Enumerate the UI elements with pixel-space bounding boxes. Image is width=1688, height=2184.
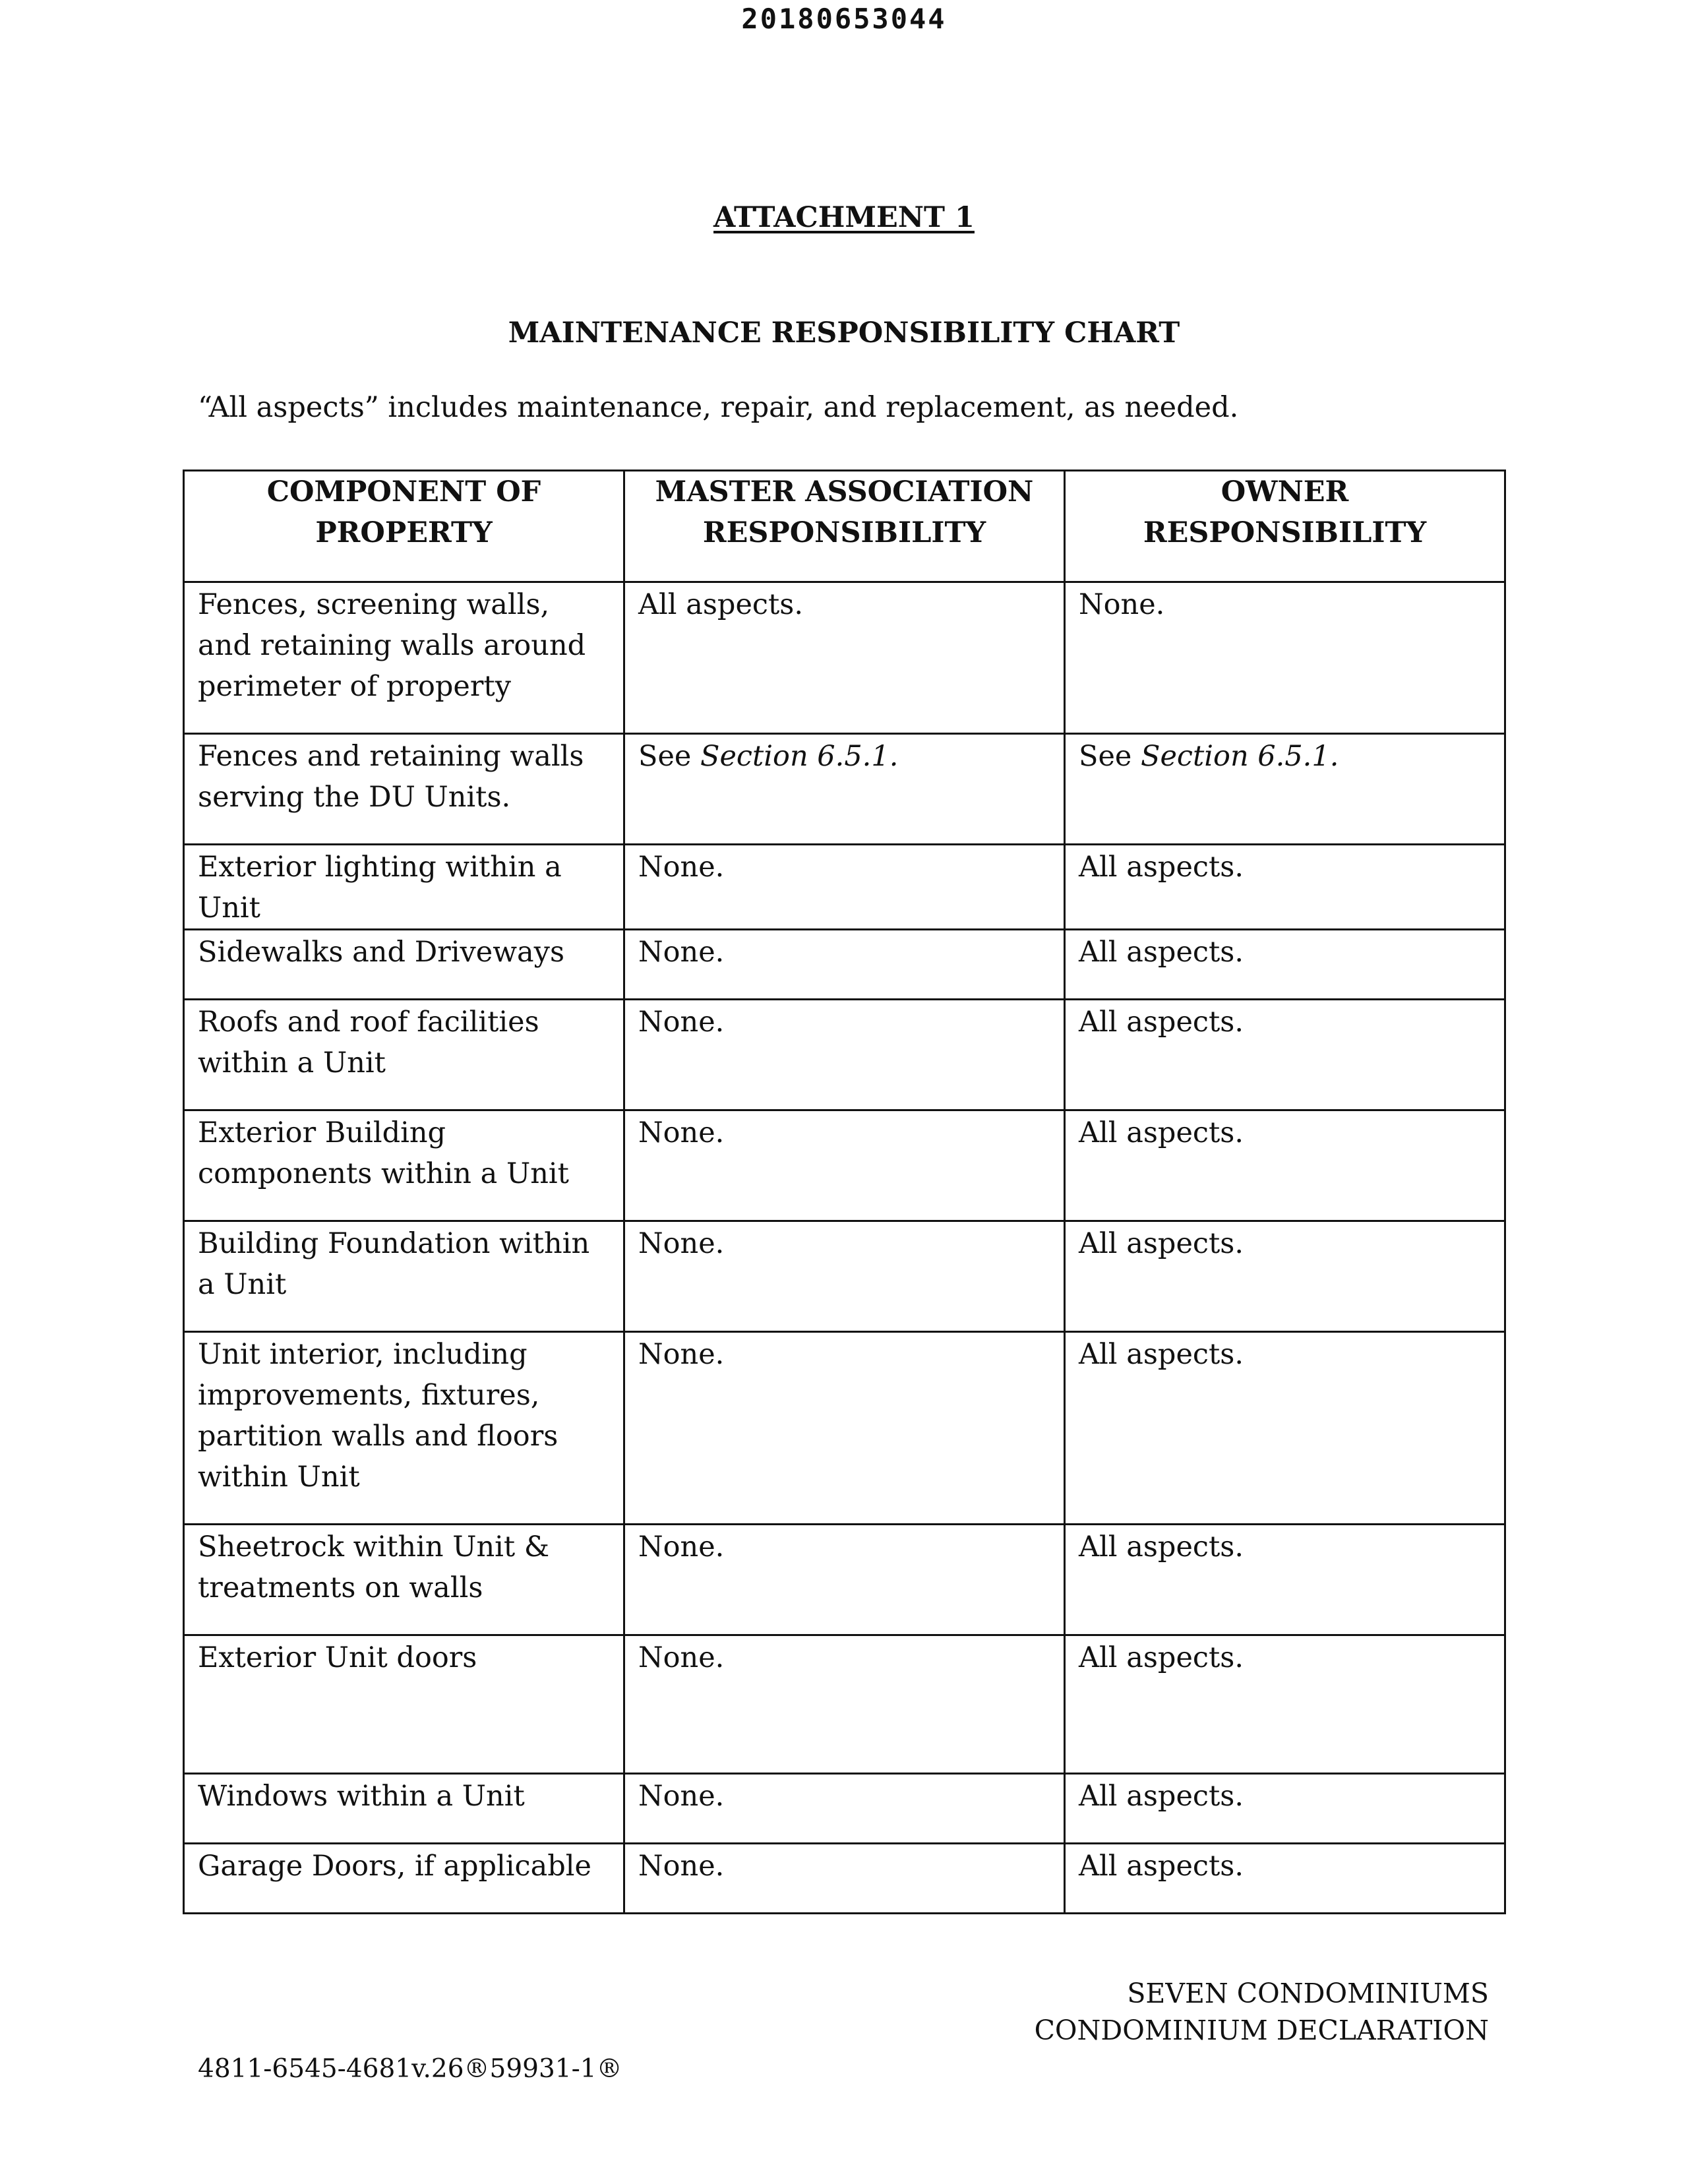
table-row xyxy=(184,1110,1505,1221)
cell-master xyxy=(624,734,1065,845)
cell-master: None. xyxy=(624,1844,1065,1914)
cell-owner: All aspects. xyxy=(1065,1525,1505,1635)
header-component-line1: COMPONENT OF xyxy=(266,475,541,508)
header-owner-line1: OWNER xyxy=(1221,475,1349,508)
cell-owner: All aspects. xyxy=(1065,1774,1505,1844)
cell-component: Exterior Unit doors xyxy=(184,1635,624,1774)
table-row xyxy=(184,845,1505,930)
cell-master-prefix: See xyxy=(638,740,701,773)
cell-master: All aspects. xyxy=(624,582,1065,734)
table-row xyxy=(184,1844,1505,1914)
intro-text: “All aspects” includes maintenance, repair, and replacement, as needed. xyxy=(198,391,1239,424)
cell-owner: All aspects. xyxy=(1065,1000,1505,1110)
section-reference: Section 6.5.1. xyxy=(1141,740,1339,773)
chart-title: MAINTENANCE RESPONSIBILITY CHART xyxy=(508,317,1180,349)
cell-master: None. xyxy=(624,930,1065,1000)
table-row xyxy=(184,1525,1505,1635)
cell-component: Exterior Building components within a Unit xyxy=(184,1110,624,1221)
table-row xyxy=(184,1774,1505,1844)
table-row xyxy=(184,1221,1505,1332)
header-owner xyxy=(1065,471,1505,582)
table-row xyxy=(184,930,1505,1000)
header-master-line2: RESPONSIBILITY xyxy=(702,516,986,549)
cell-component: Building Foundation within a Unit xyxy=(184,1221,624,1332)
cell-master: None. xyxy=(624,1635,1065,1774)
table-row xyxy=(184,1000,1505,1110)
cell-component: Unit interior, including improvements, fixtures, partition walls and floors within Unit xyxy=(184,1332,624,1525)
cell-owner-prefix: See xyxy=(1079,740,1141,773)
cell-master: None. xyxy=(624,845,1065,930)
cell-master: None. xyxy=(624,1774,1065,1844)
header-component-line2: PROPERTY xyxy=(315,516,493,549)
cell-component: Roofs and roof facilities within a Unit xyxy=(184,1000,624,1110)
table-row xyxy=(184,734,1505,845)
footer-line2: CONDOMINIUM DECLARATION xyxy=(1034,2015,1489,2046)
cell-component: Windows within a Unit xyxy=(184,1774,624,1844)
cell-master: None. xyxy=(624,1221,1065,1332)
document-id: 4811-6545-4681v.26®59931-1® xyxy=(198,2054,622,2084)
header-master xyxy=(624,471,1065,582)
table-row xyxy=(184,1332,1505,1525)
cell-component: Fences, screening walls, and retaining walls around perimeter of property xyxy=(184,582,624,734)
cell-component: Sheetrock within Unit & treatments on walls xyxy=(184,1525,624,1635)
responsibility-table xyxy=(183,470,1506,1914)
cell-component: Fences and retaining walls serving the DU Units. xyxy=(184,734,624,845)
cell-owner: All aspects. xyxy=(1065,1221,1505,1332)
cell-component: Garage Doors, if applicable xyxy=(184,1844,624,1914)
header-owner-line2: RESPONSIBILITY xyxy=(1143,516,1427,549)
header-master-line1: MASTER ASSOCIATION xyxy=(655,475,1034,508)
table-header-row xyxy=(184,471,1505,582)
attachment-label: ATTACHMENT 1 xyxy=(713,201,975,234)
cell-owner: All aspects. xyxy=(1065,1844,1505,1914)
recording-number: 20180653044 xyxy=(741,3,947,35)
cell-owner: All aspects. xyxy=(1065,845,1505,930)
cell-component: Exterior lighting within a Unit xyxy=(184,845,624,930)
cell-master: None. xyxy=(624,1000,1065,1110)
cell-owner: All aspects. xyxy=(1065,930,1505,1000)
footer-line1: SEVEN CONDOMINIUMS xyxy=(1127,1978,1489,2009)
cell-master: None. xyxy=(624,1525,1065,1635)
cell-owner: All aspects. xyxy=(1065,1332,1505,1525)
section-reference: Section 6.5.1. xyxy=(700,740,899,773)
cell-owner xyxy=(1065,734,1505,845)
cell-component: Sidewalks and Driveways xyxy=(184,930,624,1000)
header-component xyxy=(184,471,624,582)
table-row xyxy=(184,582,1505,734)
cell-master: None. xyxy=(624,1110,1065,1221)
cell-owner: None. xyxy=(1065,582,1505,734)
cell-owner: All aspects. xyxy=(1065,1110,1505,1221)
footer-declaration xyxy=(1035,1975,1489,2049)
cell-owner: All aspects. xyxy=(1065,1635,1505,1774)
cell-master: None. xyxy=(624,1332,1065,1525)
table-row xyxy=(184,1635,1505,1774)
